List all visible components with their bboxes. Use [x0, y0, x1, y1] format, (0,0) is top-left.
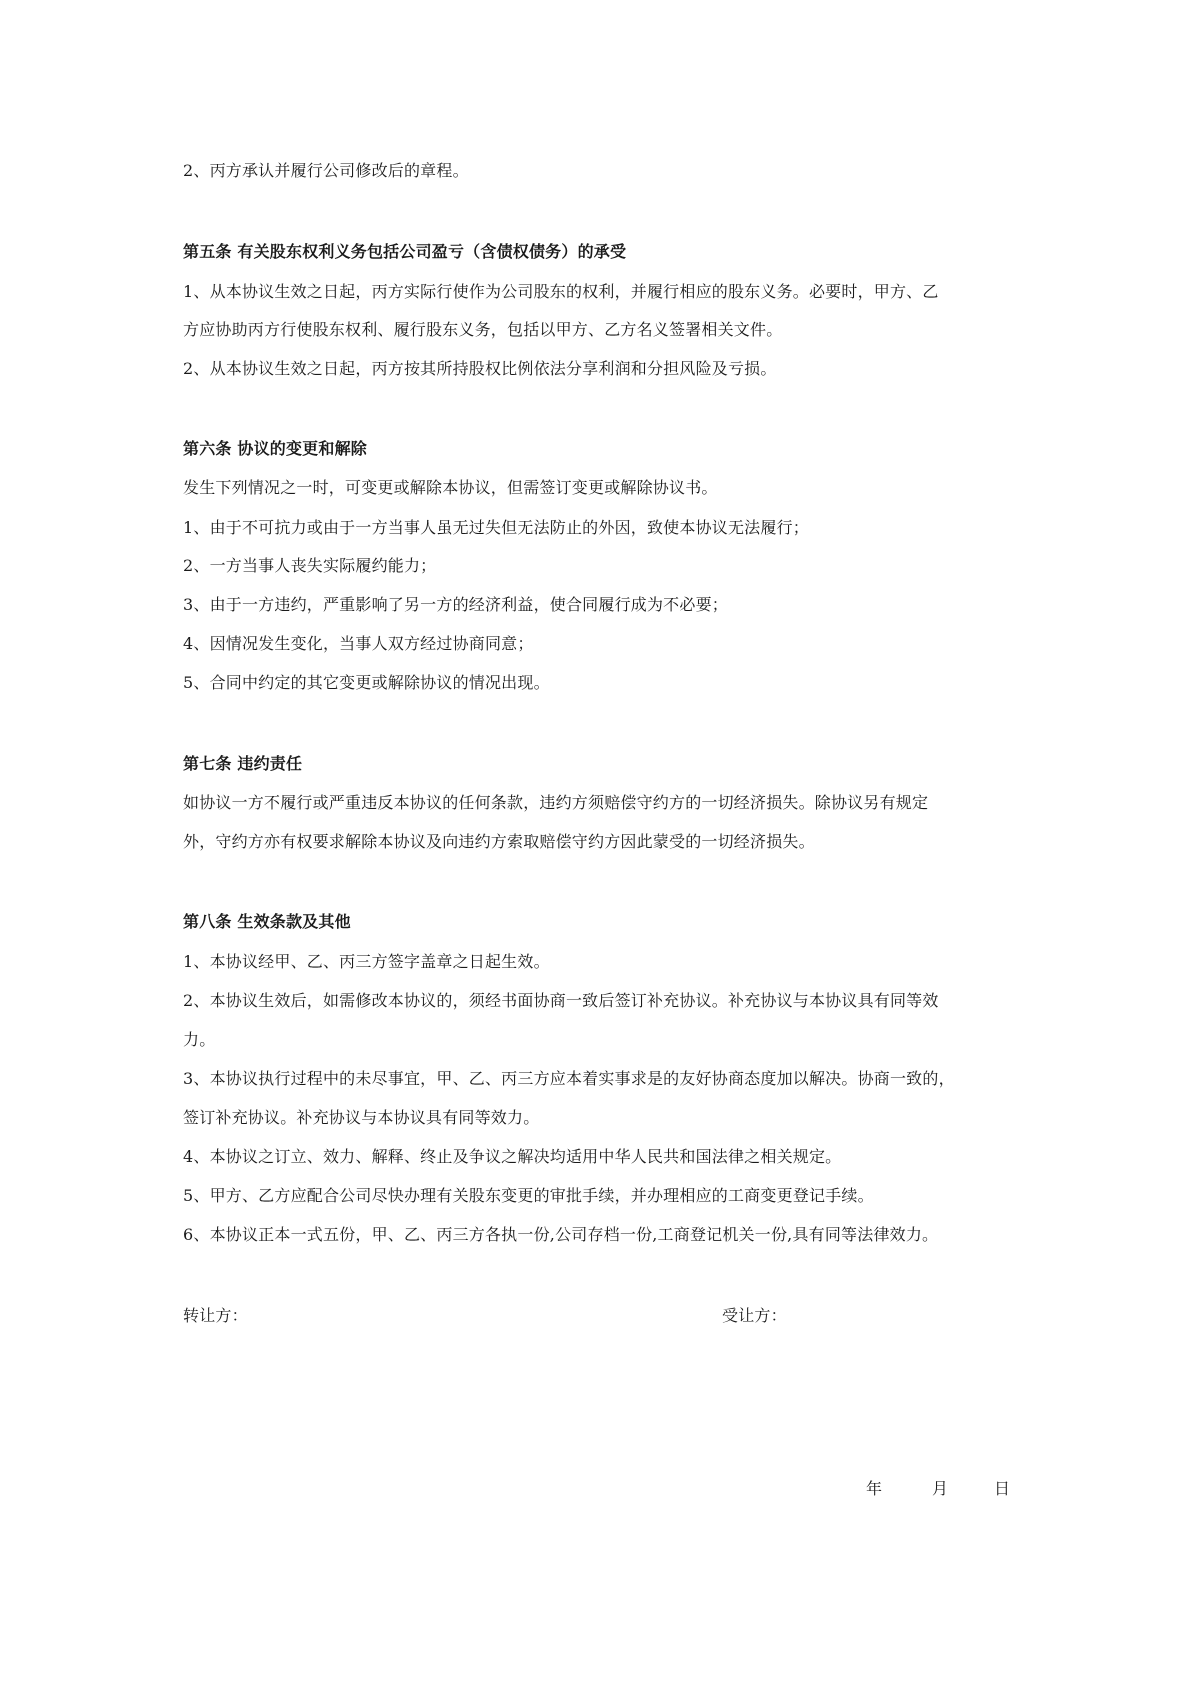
- clause-8-item-5: 5、甲方、乙方应配合公司尽快办理有关股东变更的审批手续，并办理相应的工商变更登记手续。: [183, 1186, 874, 1205]
- clause-8-item-6: 6、本协议正本一式五份，甲、乙、丙三方各执一份,公司存档一份,工商登记机关一份,具有同等法律效力。: [183, 1225, 939, 1244]
- clause-4-item-2: 2、丙方承认并履行公司修改后的章程。: [183, 161, 469, 180]
- clause-8-item-4: 4、本协议之订立、效力、解释、终止及争议之解决均适用中华人民共和国法律之相关规定。: [183, 1147, 842, 1166]
- clause-6-item-3: 3、由于一方违约，严重影响了另一方的经济利益，使合同履行成为不必要；: [183, 595, 728, 614]
- date-day-label: 日: [994, 1479, 1011, 1498]
- clause-8-item-2-line-2: 力。: [183, 1030, 216, 1049]
- article-5-heading: 第五条 有关股东权利义务包括公司盈亏（含债权债务）的承受: [183, 242, 627, 261]
- clause-5-item-1-line-2: 方应协助丙方行使股东权利、履行股东义务，包括以甲方、乙方名义签署相关文件。: [183, 320, 783, 339]
- clause-8-item-1: 1、本协议经甲、乙、丙三方签字盖章之日起生效。: [183, 952, 550, 971]
- clause-7-line-1: 如协议一方不履行或严重违反本协议的任何条款，违约方须赔偿守约方的一切经济损失。除协议另有规定: [183, 793, 929, 812]
- clause-7-line-2: 外，守约方亦有权要求解除本协议及向违约方索取赔偿守约方因此蒙受的一切经济损失。: [183, 832, 815, 851]
- article-8-heading: 第八条 生效条款及其他: [183, 912, 351, 931]
- clause-6-item-5: 5、合同中约定的其它变更或解除协议的情况出现。: [183, 673, 550, 692]
- transferee-signature-label: 受让方：: [722, 1306, 787, 1325]
- clause-6-item-4: 4、因情况发生变化，当事人双方经过协商同意；: [183, 634, 534, 653]
- clause-8-item-2-line-1: 2、本协议生效后，如需修改本协议的，须经书面协商一致后签订补充协议。补充协议与本协议具有同等效: [183, 991, 939, 1010]
- clause-6-item-2: 2、一方当事人丧失实际履约能力；: [183, 556, 437, 575]
- date-month-label: 月: [932, 1479, 949, 1498]
- clause-6-intro: 发生下列情况之一时，可变更或解除本协议，但需签订变更或解除协议书。: [183, 478, 718, 497]
- clause-5-item-2: 2、从本协议生效之日起，丙方按其所持股权比例依法分享利润和分担风险及亏损。: [183, 359, 777, 378]
- clause-8-item-3-line-2: 签订补充协议。补充协议与本协议具有同等效力。: [183, 1108, 540, 1127]
- clause-6-item-1: 1、由于不可抗力或由于一方当事人虽无过失但无法防止的外因，致使本协议无法履行；: [183, 518, 809, 537]
- transferor-signature-label: 转让方：: [183, 1306, 248, 1325]
- article-7-heading: 第七条 违约责任: [183, 754, 303, 773]
- article-6-heading: 第六条 协议的变更和解除: [183, 439, 367, 458]
- date-year-label: 年: [866, 1479, 883, 1498]
- clause-5-item-1-line-1: 1、从本协议生效之日起，丙方实际行使作为公司股东的权利，并履行相应的股东义务。必要时，甲方、乙: [183, 282, 939, 301]
- clause-8-item-3-line-1: 3、本协议执行过程中的未尽事宜，甲、乙、丙三方应本着实事求是的友好协商态度加以解决。协商一致的，: [183, 1069, 955, 1088]
